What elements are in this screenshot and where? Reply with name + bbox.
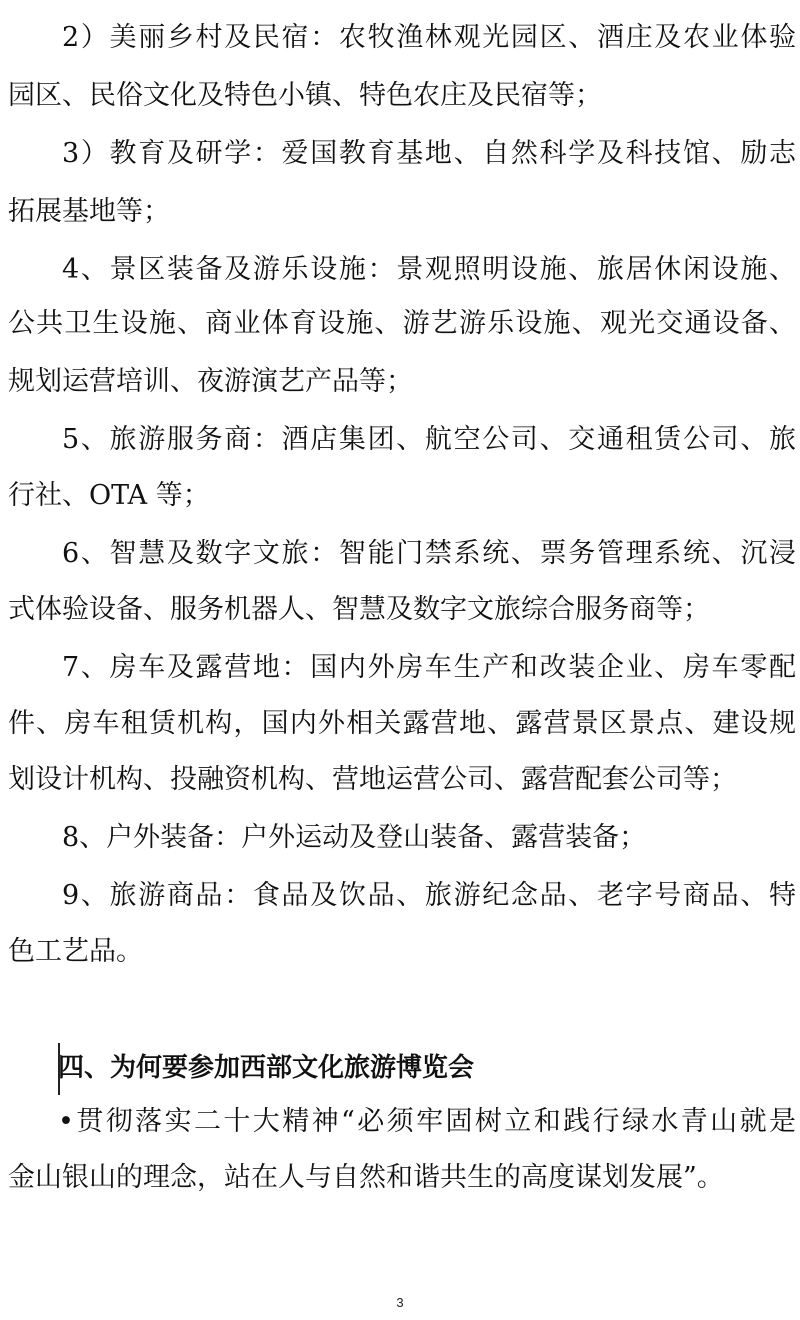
paragraph-line: 件、房车租赁机构，国内外相关露营地、露营景区景点、建设规 [8, 708, 796, 739]
paragraph-line: 8、户外装备：户外运动及登山装备、露营装备； [62, 822, 647, 853]
page-number: 3 [396, 1295, 404, 1310]
paragraph-line: 拓展基地等； [8, 196, 170, 227]
paragraph-line: 3）教育及研学：爱国教育基地、自然科学及科技馆、励志 [62, 138, 796, 169]
paragraph-line: 4、景区装备及游乐设施：景观照明设施、旅居休闲设施、 [62, 254, 796, 285]
paragraph-line: 9、旅游商品：食品及饮品、旅游纪念品、老字号商品、特 [62, 880, 796, 911]
paragraph-line: 7、房车及露营地：国内外房车生产和改装企业、房车零配 [62, 652, 796, 683]
paragraph-line: 规划运营培训、夜游演艺产品等； [8, 366, 413, 397]
paragraph-line: 公共卫生设施、商业体育设施、游艺游乐设施、观光交通设备、 [8, 308, 796, 339]
paragraph-line: 6、智慧及数字文旅：智能门禁系统、票务管理系统、沉浸 [62, 538, 796, 569]
paragraph-line: 式体验设备、服务机器人、智慧及数字文旅综合服务商等； [8, 594, 710, 625]
paragraph-line: 划设计机构、投融资机构、营地运营公司、露营配套公司等； [8, 764, 737, 795]
bullet-line: 金山银山的理念，站在人与自然和谐共生的高度谋划发展”。 [8, 1162, 724, 1193]
paragraph-line: 色工艺品。 [8, 936, 143, 967]
paragraph-line: 园区、民俗文化及特色小镇、特色农庄及民宿等； [8, 80, 602, 111]
section-heading: 四、为何要参加西部文化旅游博览会 [58, 1053, 475, 1083]
paragraph-line: 2）美丽乡村及民宿：农牧渔林观光园区、酒庄及农业体验 [62, 22, 796, 53]
paragraph-line: 行社、OTA 等； [8, 480, 210, 511]
paragraph-line: 5、旅游服务商：酒店集团、航空公司、交通租赁公司、旅 [62, 424, 796, 455]
bullet-line: •贯彻落实二十大精神“必须牢固树立和践行绿水青山就是 [58, 1106, 796, 1137]
